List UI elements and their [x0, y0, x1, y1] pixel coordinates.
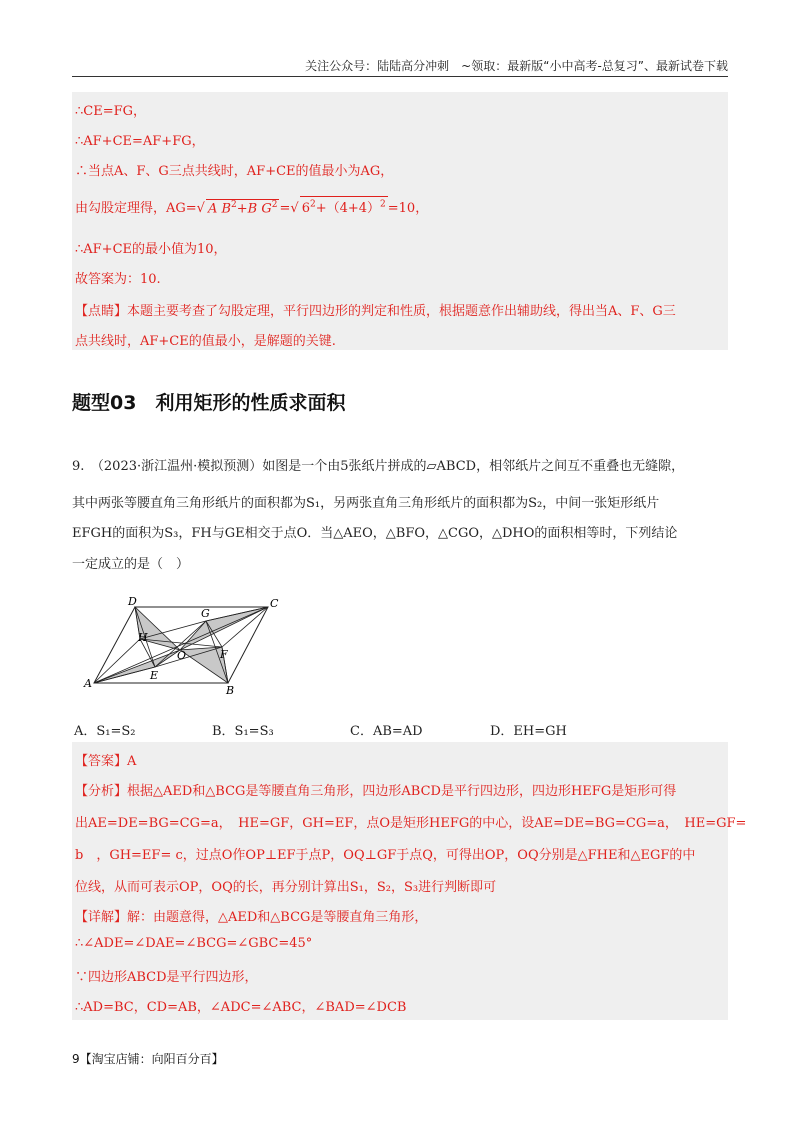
page-header: [72, 56, 728, 77]
answer-line-3: 出AE=DE=BG=CG=a， HE=GF，GH=EF，点O是矩形HEFG的中心，设AE=DE=BG=CG=a， HE=GF=: [75, 816, 747, 831]
solution-line-4: 由勾股定理得，AG=√ A $B^2+B$ $G^2$ =√ $6^2+(4+4)^2 =10$，: [75, 196, 428, 216]
label-d: D: [128, 595, 137, 608]
solution-line-1: ∴CE=FG，: [75, 104, 147, 119]
label-e: E: [150, 669, 159, 682]
choice-c[interactable]: C．AB=AD: [350, 724, 423, 739]
choice-a[interactable]: A．S₁=S₂: [74, 724, 136, 739]
answer-line-8: ∵四边形ABCD是平行四边形，: [75, 970, 258, 985]
label-g: G: [201, 607, 210, 620]
answer-line-6: 【详解】解：由题意得，△AED和△BCG是等腰直角三角形，: [75, 910, 428, 925]
choice-d[interactable]: D．EH=GH: [490, 724, 567, 739]
answer-line-2: 【分析】根据△AED和△BCG是等腰直角三角形，四边形ABCD是平行四边形，四边形HEFG是矩形可得: [75, 784, 677, 799]
solution-line-5: ∴AF+CE的最小值为10，: [75, 242, 227, 257]
label-c: C: [270, 597, 279, 610]
solution-line-6: 故答案为：10.: [75, 272, 161, 287]
label-b: B: [226, 684, 235, 695]
solution-line-8: 点共线时，AF+CE的值最小，是解题的关键.: [75, 334, 336, 349]
answer-line-5: 位线，从而可表示OP，OQ的长，再分别计算出S₁，S₂，S₃进行判断即可: [75, 880, 497, 895]
sqrt-expr-2: $6^2+(4+4)^2$: [300, 196, 388, 216]
pythag-prefix: 由勾股定理得，AG=: [75, 201, 197, 216]
question-line-3: EFGH的面积为S₃，FH与GE相交于点O．当△AEO，△BFO，△CGO，△DHO的面积相等时，下列结论: [72, 526, 678, 541]
section-title: 题型03 利用矩形的性质求面积: [72, 392, 346, 414]
choice-b[interactable]: B．S₁=S₃: [212, 724, 274, 739]
answer-line-7: ∴∠ADE=∠DAE=∠BCG=∠GBC=45°: [75, 936, 313, 951]
label-o: O: [177, 649, 187, 662]
label-f: F: [220, 648, 228, 661]
page-footer: 9【淘宝店铺：向阳百分百】: [72, 1052, 224, 1066]
sqrt-expr-1: A $B^2+B$ $G^2$: [207, 199, 278, 216]
question-line-2: 其中两张等腰直角三角形纸片的面积都为S₁，另两张直角三角形纸片的面积都为S₂，中间一张矩形纸片: [72, 496, 660, 511]
parallelogram-figure: [80, 595, 290, 695]
label-a: A: [84, 677, 92, 690]
question-line-4: 一定成立的是（ ）: [72, 557, 190, 572]
answer-line-1: 【答案】A: [75, 754, 137, 769]
label-h: H: [138, 631, 148, 644]
solution-line-2: ∴AF+CE=AF+FG，: [75, 134, 205, 149]
solution-line-7: 【点睛】本题主要考查了勾股定理，平行四边形的判定和性质，根据题意作出辅助线，得出当A、F、G三: [75, 304, 676, 319]
solution-line-3: ∴当点A、F、G三点共线时，AF+CE的值最小为AG，: [75, 164, 394, 179]
answer-line-9: ∴AD=BC，CD=AB，∠ADC=∠ABC，∠BAD=∠DCB: [75, 1000, 407, 1015]
header-text: 关注公众号：陆陆高分冲刺 ~领取：最新版“小中高考-总复习”、最新试卷下载: [305, 59, 728, 73]
shaded-triangle-cgo: [180, 607, 268, 650]
answer-line-4: b ，GH=EF= c，过点O作OP⊥EF于点P，OQ⊥GF于点Q，可得出OP，OQ分别是△FHE和△EGF的中: [75, 848, 696, 863]
shaded-triangle-aeo: [94, 650, 180, 683]
question-line-1: 9. （2023·浙江温州·模拟预测）如图是一个由5张纸片拼成的▱ABCD，相邻纸片之间互不重叠也无缝隙，: [72, 459, 685, 474]
